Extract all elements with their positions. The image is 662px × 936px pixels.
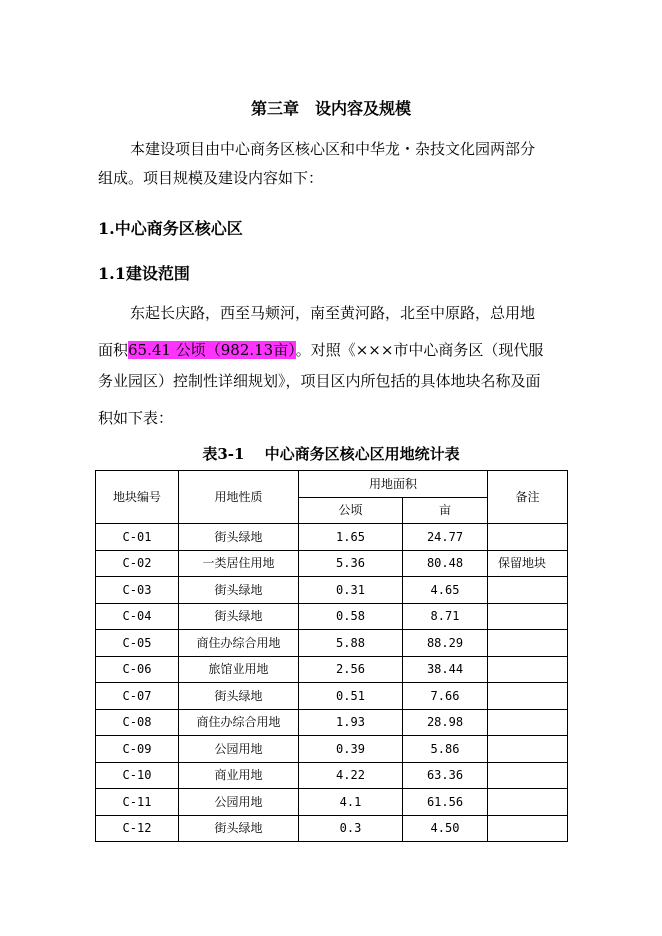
- table-row: [96, 524, 568, 551]
- cell-use: 公园用地: [179, 736, 299, 763]
- scope-line-1: 东起长庆路，西至马颊河，南至黄河路，北至中原路，总用地: [130, 304, 536, 322]
- cell-mu: 28.98: [403, 709, 488, 736]
- header-area: 用地面积: [299, 471, 488, 498]
- cell-note: [488, 524, 568, 551]
- cell-note: [488, 603, 568, 630]
- cell-ha: 0.58: [299, 603, 403, 630]
- section-heading-1: 1.中心商务区核心区: [98, 219, 243, 238]
- cell-id: C-10: [96, 762, 179, 789]
- cell-id: C-08: [96, 709, 179, 736]
- cell-ha: 5.36: [299, 550, 403, 577]
- cell-mu: 38.44: [403, 656, 488, 683]
- header-mu: 亩: [403, 497, 488, 524]
- cell-use: 街头绿地: [179, 815, 299, 842]
- cell-mu: 4.50: [403, 815, 488, 842]
- table-row: [96, 709, 568, 736]
- cell-ha: 0.31: [299, 577, 403, 604]
- cell-mu: 4.65: [403, 577, 488, 604]
- table-row: [96, 736, 568, 763]
- cell-id: C-05: [96, 630, 179, 657]
- cell-ha: 0.3: [299, 815, 403, 842]
- chapter-title: 第三章 设内容及规模: [250, 99, 411, 118]
- cell-use: 街头绿地: [179, 683, 299, 710]
- cell-id: C-03: [96, 577, 179, 604]
- table-row: [96, 603, 568, 630]
- cell-ha: 0.39: [299, 736, 403, 763]
- cell-use: 街头绿地: [179, 577, 299, 604]
- cell-ha: 1.93: [299, 709, 403, 736]
- table-header-row: [96, 471, 568, 498]
- cell-note: 保留地块: [488, 550, 568, 577]
- scope-line-2-pre: 面积: [98, 341, 129, 359]
- header-use: 用地性质: [179, 471, 299, 524]
- cell-note: [488, 762, 568, 789]
- highlighted-area: 65.41 公顷（982.13亩）: [128, 341, 296, 359]
- table-title: 表3-1 中心商务区核心区用地统计表: [202, 445, 460, 463]
- land-use-table: [95, 470, 568, 842]
- cell-note: [488, 683, 568, 710]
- cell-id: C-09: [96, 736, 179, 763]
- cell-use: 商住办综合用地: [179, 630, 299, 657]
- cell-note: [488, 709, 568, 736]
- cell-note: [488, 630, 568, 657]
- cell-id: C-02: [96, 550, 179, 577]
- cell-id: C-12: [96, 815, 179, 842]
- cell-ha: 5.88: [299, 630, 403, 657]
- cell-mu: 7.66: [403, 683, 488, 710]
- cell-use: 旅馆业用地: [179, 656, 299, 683]
- table-row: [96, 789, 568, 816]
- cell-ha: 2.56: [299, 656, 403, 683]
- intro-line-1: 本建设项目由中心商务区核心区和中华龙・杂技文化园两部分: [130, 140, 536, 158]
- scope-line-4: 积如下表：: [98, 409, 174, 427]
- table-row: [96, 550, 568, 577]
- header-id: 地块编号: [96, 471, 179, 524]
- section-heading-1-1: 1.1建设范围: [98, 264, 190, 283]
- cell-id: C-06: [96, 656, 179, 683]
- cell-ha: 4.1: [299, 789, 403, 816]
- cell-mu: 80.48: [403, 550, 488, 577]
- cell-use: 一类居住用地: [179, 550, 299, 577]
- cell-id: C-11: [96, 789, 179, 816]
- cell-mu: 5.86: [403, 736, 488, 763]
- cell-ha: 1.65: [299, 524, 403, 551]
- cell-id: C-04: [96, 603, 179, 630]
- cell-ha: 4.22: [299, 762, 403, 789]
- cell-use: 商业用地: [179, 762, 299, 789]
- cell-mu: 24.77: [403, 524, 488, 551]
- cell-mu: 88.29: [403, 630, 488, 657]
- cell-id: C-07: [96, 683, 179, 710]
- table-row: [96, 815, 568, 842]
- cell-note: [488, 815, 568, 842]
- cell-mu: 63.36: [403, 762, 488, 789]
- table-row: [96, 683, 568, 710]
- scope-line-2: [98, 336, 543, 365]
- scope-line-2-post: 。对照《×××市中心商务区（现代服: [295, 341, 544, 359]
- cell-mu: 61.56: [403, 789, 488, 816]
- cell-use: 商住办综合用地: [179, 709, 299, 736]
- table-row: [96, 577, 568, 604]
- cell-ha: 0.51: [299, 683, 403, 710]
- cell-use: 街头绿地: [179, 603, 299, 630]
- cell-note: [488, 789, 568, 816]
- table-row: [96, 762, 568, 789]
- header-ha: 公顷: [299, 497, 403, 524]
- intro-line-2: 组成。项目规模及建设内容如下：: [98, 169, 324, 187]
- cell-note: [488, 736, 568, 763]
- cell-use: 街头绿地: [179, 524, 299, 551]
- cell-use: 公园用地: [179, 789, 299, 816]
- header-note: 备注: [488, 471, 568, 524]
- cell-note: [488, 656, 568, 683]
- table-row: [96, 630, 568, 657]
- table-row: [96, 656, 568, 683]
- cell-mu: 8.71: [403, 603, 488, 630]
- cell-note: [488, 577, 568, 604]
- scope-line-3: 务业园区）控制性详细规划》，项目区内所包括的具体地块名称及面: [98, 372, 541, 390]
- cell-id: C-01: [96, 524, 179, 551]
